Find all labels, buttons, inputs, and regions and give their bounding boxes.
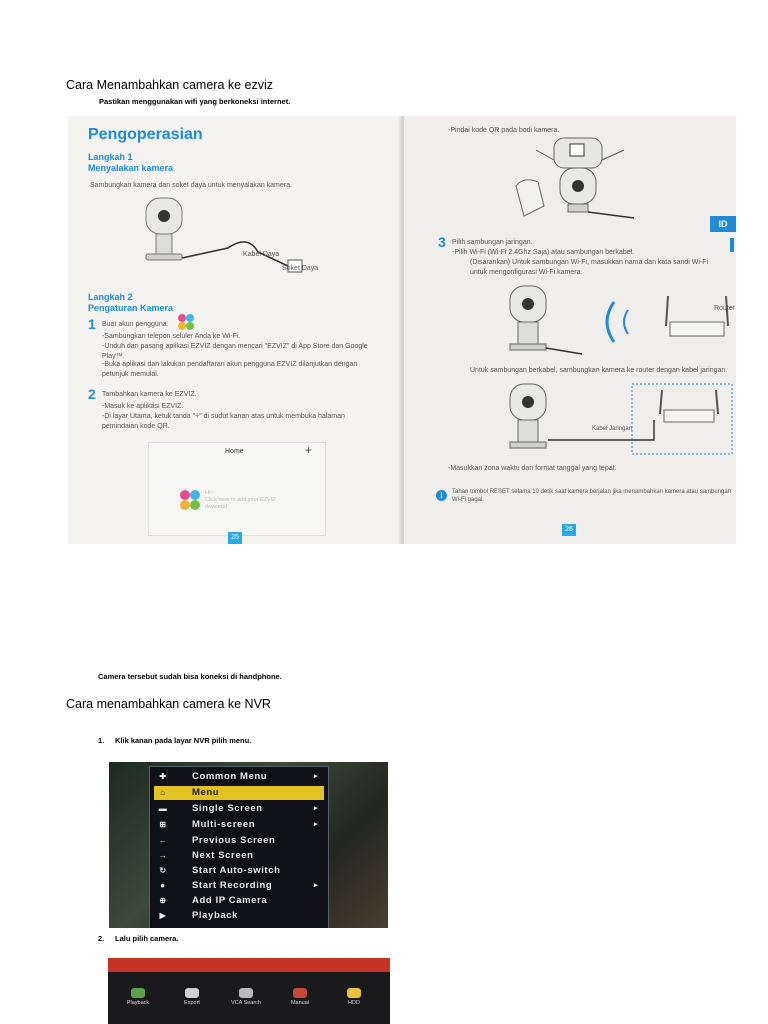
record-icon: ● bbox=[160, 881, 166, 890]
toolbar-hdd[interactable]: HDD bbox=[334, 988, 374, 1006]
menu-item-start-auto-switch[interactable]: ↻ Start Auto-switch bbox=[154, 864, 324, 878]
menu-item-single-screen[interactable]: ▬ Single Screen ▸ bbox=[154, 802, 324, 816]
export-icon bbox=[185, 988, 199, 998]
menu-item-previous-screen[interactable]: ← Previous Screen bbox=[154, 834, 324, 848]
common-menu-icon: ✚ bbox=[159, 772, 167, 781]
section-title-ezviz: Cara Menambahkan camera ke ezviz bbox=[66, 78, 274, 92]
camera-connected-note: Camera tersebut sudah bisa koneksi di handphone. bbox=[98, 672, 282, 681]
langkah-1-text: Sambungkan kamera dan soket daya untuk menyalakan kamera. bbox=[90, 182, 292, 189]
wired-connection-text: Untuk sambungan berkabel, sambungkan kamera ke router dengan kabel jaringan. bbox=[470, 367, 728, 374]
add-plus-icon: + bbox=[305, 443, 313, 457]
kabel-jaringan-label: Kabel Jaringan bbox=[592, 426, 633, 432]
step-3-bullet-1: -Pilih Wi-Fi (Wi-Fi 2.4Ghz Saja) atau sambungan berkabel. bbox=[452, 249, 635, 256]
manual-page-right bbox=[404, 116, 736, 544]
step-3-number: 3 bbox=[438, 234, 446, 250]
step-1-bullet-2: -Unduh dan pasang aplikasi EZVIZ dengan mencari "EZVIZ" di App Store dan Google Play™. bbox=[102, 343, 368, 360]
menu-item-start-recording[interactable]: ● Start Recording ▸ bbox=[154, 879, 324, 893]
hdd-icon bbox=[347, 988, 361, 998]
menu-item-multi-screen[interactable]: ⊞ Multi-screen ▸ bbox=[154, 818, 324, 832]
step-2-bullet-1: -Masuk ke aplikasi EZVIZ. bbox=[102, 403, 184, 410]
auto-switch-icon: ↻ bbox=[159, 866, 167, 875]
step-3-bullet-2: (Disarankan) Untuk sambungan Wi-Fi, masukkan nama dan kata sandi Wi-Fi untuk mengonfigurasi Wi-Fi kamera. bbox=[470, 259, 709, 276]
submenu-arrow-icon: ▸ bbox=[314, 773, 319, 780]
manual-icon bbox=[293, 988, 307, 998]
manual-page-left bbox=[68, 116, 402, 544]
toolbar-export[interactable]: Export bbox=[172, 988, 212, 1006]
step-2-title: Tambahkan kamera ke EZVIZ. bbox=[102, 391, 197, 398]
info-icon: i bbox=[436, 490, 447, 501]
add-camera-icon: ⊕ bbox=[159, 896, 167, 905]
wifi-router-illustration bbox=[504, 282, 734, 362]
reset-info-text: Tahan tombol RESET selama 10 detik saat kamera berjalan jika menambahkan kamera atau sambungan Wi-Fi gagal. bbox=[452, 489, 732, 503]
step-1-title: Buat akun pengguna. bbox=[102, 321, 169, 328]
app-hint-hi: Hi~ bbox=[205, 490, 214, 496]
step-1-number-doc: 1. bbox=[98, 736, 105, 745]
time-zone-text: -Masukkan zona waktu dan format tanggal yang tepat. bbox=[448, 465, 617, 472]
arrow-right-icon: → bbox=[158, 851, 168, 860]
kabel-daya-label: Kabel Daya bbox=[243, 251, 280, 258]
page-number-right: 26 bbox=[562, 524, 576, 536]
multi-screen-icon: ⊞ bbox=[159, 820, 167, 829]
qr-scan-text: -Pindai kode QR pada bodi kamera. bbox=[448, 127, 560, 134]
vca-search-icon bbox=[239, 988, 253, 998]
manual-heading: Pengoperasian bbox=[88, 126, 203, 143]
ezviz-app-logo-icon bbox=[177, 487, 203, 513]
single-screen-icon: ▬ bbox=[158, 804, 168, 813]
step-2-bullet-2: -Di layar Utama, ketuk tanda "+" di sudut kanan atas untuk membuka halaman pemindaian kode QR. bbox=[102, 413, 345, 430]
home-icon: ⌂ bbox=[160, 788, 166, 797]
app-hint-text: Click here to add your EZVIZ device(s) bbox=[205, 497, 276, 510]
wifi-note: Pastikan menggunakan wifi yang berkoneksi internet. bbox=[99, 97, 291, 106]
nvr-context-menu bbox=[149, 766, 329, 928]
step-1-bullet-3: -Buka aplikasi dan lakukan pendaftaran akun pengguna EZVIZ dilanjutkan dengan petunjuk memulai. bbox=[102, 361, 358, 378]
toolbar-manual[interactable]: Manual bbox=[280, 988, 320, 1006]
toolbar-playback[interactable]: Playback bbox=[118, 988, 158, 1006]
router-label: Router bbox=[714, 305, 736, 312]
step-1-text-doc: Klik kanan pada layar NVR pilih menu. bbox=[115, 736, 252, 745]
langkah-1: Langkah 1 bbox=[88, 152, 133, 162]
section-title-nvr: Cara menambahkan camera ke NVR bbox=[66, 697, 271, 711]
langkah-1-subtitle: Menyalakan kamera bbox=[88, 163, 174, 173]
submenu-arrow-icon: ▸ bbox=[314, 821, 319, 828]
camera-qr-illustration bbox=[514, 136, 644, 226]
nvr-context-menu-screenshot bbox=[109, 762, 388, 928]
langkah-2: Langkah 2 bbox=[88, 292, 133, 302]
step-1-number: 1 bbox=[88, 316, 96, 332]
menu-item-add-ip-camera[interactable]: ⊕ Add IP Camera bbox=[154, 894, 324, 908]
submenu-arrow-icon: ▸ bbox=[314, 882, 319, 889]
step-2-text-doc: Lalu pilih camera. bbox=[115, 934, 179, 943]
app-home-mockup bbox=[148, 442, 326, 536]
step-2-number: 2 bbox=[88, 386, 96, 402]
nvr-main-menu-screenshot bbox=[108, 958, 390, 1024]
tab-marker bbox=[730, 238, 734, 252]
toolbar-vca-search[interactable]: VCA Search bbox=[226, 988, 266, 1006]
page-number-left: 25 bbox=[228, 532, 242, 544]
arrow-left-icon: ← bbox=[158, 836, 168, 845]
langkah-2-subtitle: Pengaturan Kamera bbox=[88, 303, 174, 313]
wired-router-illustration bbox=[504, 380, 734, 460]
playback-icon: ▶ bbox=[159, 911, 167, 920]
playback-icon bbox=[131, 988, 145, 998]
nvr-top-bar bbox=[108, 958, 390, 972]
language-tab: ID bbox=[710, 216, 736, 232]
menu-item-playback[interactable]: ▶ Playback bbox=[154, 909, 324, 923]
home-label: Home bbox=[225, 448, 244, 455]
ezviz-logo-icon bbox=[176, 312, 196, 332]
submenu-arrow-icon: ▸ bbox=[314, 805, 319, 812]
step-3-title: Pilih sambungan jaringan. bbox=[452, 239, 533, 246]
menu-item-common-menu[interactable]: ✚ Common Menu ▸ bbox=[154, 770, 324, 784]
menu-item-menu[interactable]: ⌂ Menu bbox=[154, 786, 324, 800]
step-1-bullet-1: -Sambungkan telepon seluler Anda ke Wi-Fi. bbox=[102, 333, 241, 340]
menu-item-next-screen[interactable]: → Next Screen bbox=[154, 849, 324, 863]
manual-scan-image bbox=[68, 116, 736, 544]
soket-daya-label: Soket Daya bbox=[282, 265, 319, 272]
step-2-number-doc: 2. bbox=[98, 934, 105, 943]
